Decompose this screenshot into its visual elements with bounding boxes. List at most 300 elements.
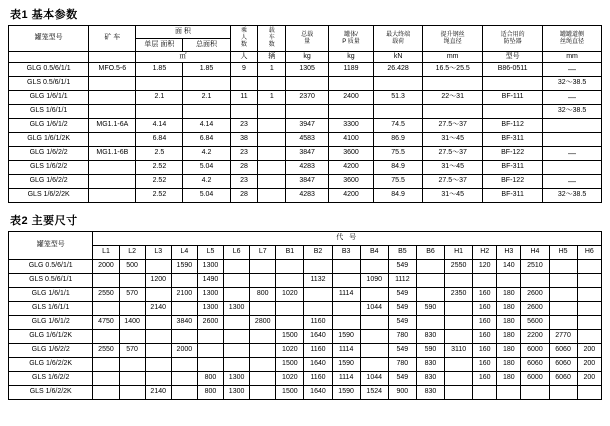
cell-model: GLG 1/6/1/2K — [9, 330, 93, 344]
cell-dim — [171, 274, 197, 288]
th-area: 面 积 — [136, 26, 230, 39]
th-B6: B6 — [416, 246, 444, 260]
cell-cage-rope: 32～38.5 — [543, 105, 602, 119]
cell-rope: 27.5～37 — [423, 175, 483, 189]
cell-model: GLG 0.5/6/1/1 — [9, 260, 93, 274]
cell-model: GLG 1/6/2/2K — [9, 358, 93, 372]
cell-dim: 180 — [497, 358, 521, 372]
cell-dim: 1500 — [276, 330, 304, 344]
cell-dim — [521, 386, 549, 400]
table-main-dimensions — [8, 231, 602, 400]
cell-dim: 2550 — [93, 344, 119, 358]
cell-dim — [145, 288, 171, 302]
cell-dim: 1160 — [304, 344, 332, 358]
cell-people: 28 — [230, 161, 258, 175]
th-model: 罐笼型号 — [9, 26, 89, 52]
cell-dim — [93, 330, 119, 344]
cell-dim — [497, 386, 521, 400]
cell-dim: 2350 — [445, 288, 473, 302]
th-H6: H6 — [577, 246, 601, 260]
th-B1: B1 — [276, 246, 304, 260]
cell-dim: 2000 — [171, 344, 197, 358]
cell-dim: 200 — [577, 372, 601, 386]
cell-dim — [360, 330, 388, 344]
cell-cart — [89, 133, 136, 147]
cell-cage-rope: — — [543, 147, 602, 161]
table-row — [9, 161, 602, 175]
cell-dim: 180 — [497, 288, 521, 302]
cell-dim: 500 — [119, 260, 145, 274]
cell-area-total: 4.2 — [183, 175, 230, 189]
cell-dim: 549 — [388, 372, 416, 386]
table-row — [9, 330, 602, 344]
cell-cars — [258, 175, 286, 189]
cell-dim: 6060 — [549, 344, 577, 358]
cell-area-total: 2.1 — [183, 91, 230, 105]
cell-area1: 4.14 — [136, 119, 183, 133]
cell-dim — [145, 372, 171, 386]
cell-dim — [276, 316, 304, 330]
cell-mass: 4200 — [329, 161, 374, 175]
cell-dim — [250, 372, 276, 386]
cell-cars — [258, 105, 286, 119]
cell-load: 3847 — [286, 175, 329, 189]
cell-device — [483, 105, 543, 119]
cell-mass: 4100 — [329, 133, 374, 147]
cell-dim: 160 — [473, 316, 497, 330]
cell-dim: 549 — [388, 302, 416, 316]
cell-dim — [119, 372, 145, 386]
cell-cage-rope: 32～38.5 — [543, 189, 602, 203]
cell-cars — [258, 133, 286, 147]
cell-dim: 2140 — [145, 386, 171, 400]
cell-dim — [445, 274, 473, 288]
cell-model: GLS 1/6/1/1 — [9, 302, 93, 316]
cell-device: BF-311 — [483, 161, 543, 175]
cell-load: 4283 — [286, 161, 329, 175]
cell-area-total: 5.04 — [183, 189, 230, 203]
cell-dim — [577, 260, 601, 274]
th-H5: H5 — [549, 246, 577, 260]
cell-dim: 6000 — [521, 344, 549, 358]
cell-terminal — [373, 105, 422, 119]
cell-dim: 4750 — [93, 316, 119, 330]
cell-dim: 570 — [119, 288, 145, 302]
cell-area1: 6.84 — [136, 133, 183, 147]
cell-dim — [473, 274, 497, 288]
cell-dim: 900 — [388, 386, 416, 400]
cell-area1 — [136, 105, 183, 119]
th-L1: L1 — [93, 246, 119, 260]
cell-device: BF-122 — [483, 175, 543, 189]
cell-dim: 200 — [577, 344, 601, 358]
th-B5: B5 — [388, 246, 416, 260]
cell-cage-rope — [543, 161, 602, 175]
cell-dim — [250, 358, 276, 372]
cell-device: BF-311 — [483, 189, 543, 203]
cell-dim — [224, 260, 250, 274]
cell-model: GLG 1/6/1/2 — [9, 316, 93, 330]
cell-terminal: 75.5 — [373, 147, 422, 161]
cell-cage-rope — [543, 119, 602, 133]
cell-dim: 160 — [473, 344, 497, 358]
cell-device: B86-0511 — [483, 63, 543, 77]
cell-dim — [304, 260, 332, 274]
cell-dim: 2600 — [521, 302, 549, 316]
table-row — [9, 119, 602, 133]
cell-mass: 3300 — [329, 119, 374, 133]
cell-dim — [577, 330, 601, 344]
cell-dim: 590 — [416, 302, 444, 316]
cell-model: GLG 1/6/2/2 — [9, 175, 89, 189]
cell-dim — [250, 274, 276, 288]
cell-dim — [197, 330, 223, 344]
cell-people: 23 — [230, 147, 258, 161]
cell-dim — [577, 302, 601, 316]
th-anti-fall-device: 适合用的 防坠器 — [483, 26, 543, 52]
cell-dim — [119, 302, 145, 316]
table-row — [9, 372, 602, 386]
cell-dim: 6000 — [521, 372, 549, 386]
cell-dim — [549, 316, 577, 330]
cell-dim — [549, 386, 577, 400]
cell-dim — [445, 302, 473, 316]
cell-dim: 180 — [497, 344, 521, 358]
cell-terminal: 84.9 — [373, 189, 422, 203]
table-row — [9, 316, 602, 330]
cell-load — [286, 77, 329, 91]
cell-dim: 6060 — [549, 358, 577, 372]
cell-cart — [89, 175, 136, 189]
cell-dim — [360, 344, 388, 358]
cell-model: GLG 1/6/1/1 — [9, 91, 89, 105]
table-row — [9, 147, 602, 161]
cell-dim: 160 — [473, 372, 497, 386]
cell-dim: 2200 — [521, 330, 549, 344]
cell-dim: 1300 — [197, 302, 223, 316]
cell-rope — [423, 105, 483, 119]
cell-area-total: 4.2 — [183, 147, 230, 161]
cell-dim: 549 — [388, 316, 416, 330]
cell-dim — [445, 316, 473, 330]
cell-dim: 160 — [473, 288, 497, 302]
cell-dim: 1044 — [360, 372, 388, 386]
cell-dim: 120 — [473, 260, 497, 274]
cell-dim: 1112 — [388, 274, 416, 288]
th-H4: H4 — [521, 246, 549, 260]
cell-dim: 1590 — [171, 260, 197, 274]
cell-dim: 590 — [416, 344, 444, 358]
cell-dim — [445, 330, 473, 344]
cell-dim: 160 — [473, 302, 497, 316]
cell-dim — [445, 358, 473, 372]
th-mass: 罐体/ P 质量 — [329, 26, 374, 52]
cell-area-total — [183, 105, 230, 119]
th-L3: L3 — [145, 246, 171, 260]
cell-dim: 800 — [197, 372, 223, 386]
cell-dim: 830 — [416, 372, 444, 386]
cell-cage-rope — [543, 133, 602, 147]
th-B2: B2 — [304, 246, 332, 260]
cell-dim: 180 — [497, 316, 521, 330]
cell-load: 4283 — [286, 189, 329, 203]
cell-dim — [577, 316, 601, 330]
th-terminal-load: 最大终端 载荷 — [373, 26, 422, 52]
cell-cage-rope: — — [543, 63, 602, 77]
cell-dim — [577, 274, 601, 288]
cell-dim: 1160 — [304, 372, 332, 386]
th-L7: L7 — [250, 246, 276, 260]
cell-dim — [577, 288, 601, 302]
cell-dim: 2000 — [93, 260, 119, 274]
cell-terminal: 26.428 — [373, 63, 422, 77]
th-total-load: 总载 量 — [286, 26, 329, 52]
cell-people: 23 — [230, 119, 258, 133]
cell-dim: 160 — [473, 358, 497, 372]
th-cage-rope-diameter: 罐罐道侧 丝绳直径 — [543, 26, 602, 52]
unit-model — [9, 52, 89, 63]
table-row — [9, 105, 602, 119]
cell-dim: 6060 — [549, 372, 577, 386]
cell-cart: MG1.1-6B — [89, 147, 136, 161]
cell-people — [230, 105, 258, 119]
cell-dim: 1590 — [332, 386, 360, 400]
cell-model: GLS 1/6/2/2K — [9, 386, 93, 400]
cell-device: BF-111 — [483, 91, 543, 105]
cell-dim — [360, 316, 388, 330]
cell-load: 3847 — [286, 147, 329, 161]
cell-model: GLS 0.5/6/1/1 — [9, 274, 93, 288]
cell-cart: MG1.1-6A — [89, 119, 136, 133]
cell-model: GLS 1/6/1/1 — [9, 105, 89, 119]
cell-dim: 140 — [497, 260, 521, 274]
cell-dim — [119, 386, 145, 400]
cell-dim: 830 — [416, 386, 444, 400]
cell-terminal: 75.5 — [373, 175, 422, 189]
cell-model: GLG 1/6/1/1 — [9, 288, 93, 302]
table-row — [9, 91, 602, 105]
cell-dim: 570 — [119, 344, 145, 358]
cell-area1 — [136, 77, 183, 91]
cell-dim: 1500 — [276, 358, 304, 372]
cell-dim — [549, 288, 577, 302]
cell-people: 28 — [230, 189, 258, 203]
cell-dim: 2770 — [549, 330, 577, 344]
cell-model: GLS 1/6/2/2 — [9, 161, 89, 175]
th-code-group: 代 号 — [93, 232, 602, 246]
cell-model: GLS 0.5/6/1/1 — [9, 77, 89, 91]
cell-dim — [197, 344, 223, 358]
cell-cars — [258, 147, 286, 161]
cell-dim: 1590 — [332, 358, 360, 372]
cell-dim — [577, 386, 601, 400]
cell-dim: 1590 — [332, 330, 360, 344]
table-row — [9, 344, 602, 358]
cell-dim — [171, 372, 197, 386]
cell-model: GLS 1/6/2/2 — [9, 372, 93, 386]
cell-dim: 780 — [388, 330, 416, 344]
cell-dim: 2550 — [445, 260, 473, 274]
cell-dim — [250, 302, 276, 316]
cell-cart — [89, 77, 136, 91]
cell-dim: 830 — [416, 330, 444, 344]
cell-area-total: 5.04 — [183, 161, 230, 175]
cell-rope: 31～45 — [423, 133, 483, 147]
unit-cart — [89, 52, 136, 63]
cell-dim: 830 — [416, 358, 444, 372]
cell-dim — [360, 358, 388, 372]
cell-dim — [224, 344, 250, 358]
cell-dim — [119, 274, 145, 288]
cell-dim: 1114 — [332, 288, 360, 302]
cell-load: 2370 — [286, 91, 329, 105]
cell-dim: 1640 — [304, 386, 332, 400]
th-H2: H2 — [473, 246, 497, 260]
cell-cars — [258, 119, 286, 133]
cell-load: 1305 — [286, 63, 329, 77]
cell-dim — [171, 358, 197, 372]
cell-dim — [145, 316, 171, 330]
cell-model: GLG 1/6/1/2 — [9, 119, 89, 133]
cell-dim — [119, 358, 145, 372]
cell-cart — [89, 161, 136, 175]
cell-dim — [93, 302, 119, 316]
cell-dim: 1114 — [332, 372, 360, 386]
cell-dim — [224, 288, 250, 302]
cell-mass: 3600 — [329, 175, 374, 189]
cell-dim — [250, 344, 276, 358]
unit-load: kg — [286, 52, 329, 63]
cell-dim: 2140 — [145, 302, 171, 316]
cell-dim — [416, 316, 444, 330]
cell-mass: 2400 — [329, 91, 374, 105]
cell-terminal: 51.3 — [373, 91, 422, 105]
cell-dim: 2100 — [171, 288, 197, 302]
cell-rope: 31～45 — [423, 161, 483, 175]
cell-dim: 6060 — [521, 358, 549, 372]
cell-dim — [497, 274, 521, 288]
th-cars: 载 车 数 — [258, 26, 286, 52]
table-row — [9, 77, 602, 91]
th-L6: L6 — [224, 246, 250, 260]
cell-dim: 1640 — [304, 358, 332, 372]
cell-dim: 2510 — [521, 260, 549, 274]
cell-dim: 1160 — [304, 316, 332, 330]
cell-cart — [89, 105, 136, 119]
cell-dim — [93, 274, 119, 288]
table-row — [9, 260, 602, 274]
cell-rope: 16.5～25.5 — [423, 63, 483, 77]
cell-area-total: 6.84 — [183, 133, 230, 147]
cell-cart — [89, 91, 136, 105]
table-row — [9, 302, 602, 316]
cell-dim — [276, 260, 304, 274]
cell-dim: 1300 — [197, 260, 223, 274]
cell-dim — [224, 316, 250, 330]
cell-dim — [360, 288, 388, 302]
cell-area1: 2.1 — [136, 91, 183, 105]
cell-dim — [416, 260, 444, 274]
cell-terminal: 86.9 — [373, 133, 422, 147]
cell-dim: 2800 — [250, 316, 276, 330]
unit-device-type: 型号 — [483, 52, 543, 63]
cell-dim — [145, 358, 171, 372]
table-row — [9, 274, 602, 288]
cell-mass — [329, 77, 374, 91]
cell-cage-rope: 32～38.5 — [543, 77, 602, 91]
cell-dim: 2600 — [197, 316, 223, 330]
cell-dim — [250, 386, 276, 400]
cell-model: GLG 1/6/2/2 — [9, 344, 93, 358]
cell-dim — [119, 330, 145, 344]
cell-dim: 160 — [473, 330, 497, 344]
cell-dim: 3110 — [445, 344, 473, 358]
cell-cart — [89, 189, 136, 203]
cell-dim — [197, 358, 223, 372]
cell-load — [286, 105, 329, 119]
cell-dim: 800 — [250, 288, 276, 302]
cell-terminal — [373, 77, 422, 91]
th-H1: H1 — [445, 246, 473, 260]
cell-dim: 549 — [388, 260, 416, 274]
cell-rope: 22～31 — [423, 91, 483, 105]
cell-cars: 1 — [258, 63, 286, 77]
cell-load: 3947 — [286, 119, 329, 133]
cell-load: 4583 — [286, 133, 329, 147]
th-cart: 矿 车 — [89, 26, 136, 52]
cell-dim — [549, 274, 577, 288]
cell-dim — [93, 386, 119, 400]
cell-dim: 1300 — [197, 288, 223, 302]
cell-dim: 1090 — [360, 274, 388, 288]
th-rope-diameter: 提升钢丝 绳直径 — [423, 26, 483, 52]
cell-dim: 1020 — [276, 372, 304, 386]
cell-dim — [145, 260, 171, 274]
cell-dim: 1020 — [276, 344, 304, 358]
cell-dim — [171, 330, 197, 344]
unit-mass: kg — [329, 52, 374, 63]
cell-dim: 1300 — [224, 386, 250, 400]
table-row — [9, 386, 602, 400]
cell-dim — [224, 330, 250, 344]
cell-dim: 1114 — [332, 344, 360, 358]
cell-rope: 27.5～37 — [423, 147, 483, 161]
cell-dim — [473, 386, 497, 400]
table1-title: 表1 基本参数 — [10, 9, 78, 21]
cell-model: GLG 1/6/1/2K — [9, 133, 89, 147]
th-area-total: 总面积 — [183, 39, 230, 52]
cell-cars: 1 — [258, 91, 286, 105]
cell-dim: 2600 — [521, 288, 549, 302]
cell-cars — [258, 77, 286, 91]
cell-dim: 180 — [497, 372, 521, 386]
table-basic-parameters — [8, 25, 602, 203]
cell-dim — [304, 288, 332, 302]
table-row — [9, 63, 602, 77]
cell-dim: 549 — [388, 344, 416, 358]
cell-model: GLS 1/6/2/2K — [9, 189, 89, 203]
cell-dim — [445, 372, 473, 386]
cell-mass — [329, 105, 374, 119]
cell-dim: 180 — [497, 330, 521, 344]
unit-area: ㎡ — [136, 52, 230, 63]
cell-dim: 2550 — [93, 288, 119, 302]
unit-people: 人 — [230, 52, 258, 63]
cell-people: 11 — [230, 91, 258, 105]
cell-dim: 1300 — [224, 302, 250, 316]
cell-dim — [250, 260, 276, 274]
cell-device — [483, 77, 543, 91]
